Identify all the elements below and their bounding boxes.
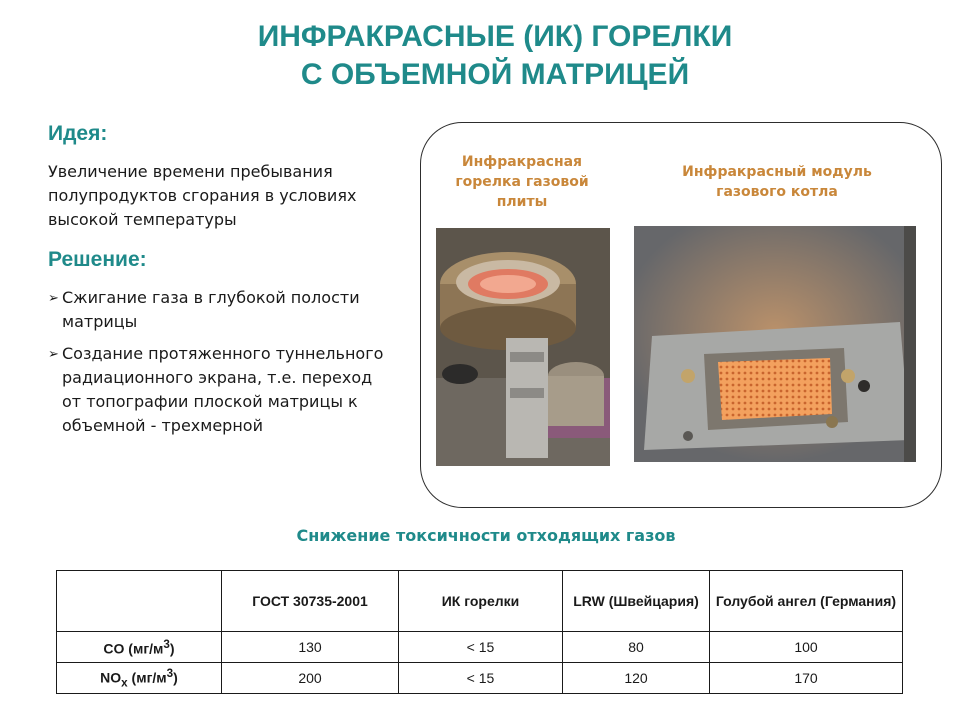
table-row	[57, 663, 903, 694]
header-cell-lrw: LRW (Швейцария)	[563, 571, 710, 632]
title-line-2: С ОБЪЕМНОЙ МАТРИЦЕЙ	[300, 58, 690, 91]
solution-bullet-text: Создание протяженного туннельного радиационного экрана, т.е. переход от топографии плоской матрицы к объемной - трехмерной	[62, 344, 384, 435]
table-cell: < 15	[399, 632, 563, 663]
arrow-bullet-icon: ➢	[48, 290, 59, 305]
stove-burner-photo	[436, 228, 610, 466]
table-title: Снижение токсичности отходящих газов	[296, 526, 676, 545]
stove-burner-image	[436, 228, 610, 466]
table-cell: 120	[563, 663, 710, 694]
table-cell: 170	[710, 663, 903, 694]
table-cell: < 15	[399, 663, 563, 694]
title-line-1: ИНФРАКРАСНЫЕ (ИК) ГОРЕЛКИ	[257, 20, 733, 53]
idea-text: Увеличение времени пребывания полупродуктов сгорания в условиях высокой температуры	[48, 162, 357, 229]
header-cell-empty	[57, 571, 222, 632]
table-cell: 100	[710, 632, 903, 663]
solution-bullet	[48, 286, 393, 334]
table-header-row	[57, 571, 903, 632]
row-label-co: CO $(мг/м^3)$	[57, 632, 222, 663]
solution-heading: Решение:	[48, 248, 147, 271]
solution-bullet	[48, 342, 393, 438]
boiler-module-photo	[634, 226, 916, 462]
header-cell-gost: ГОСТ 30735-2001	[222, 571, 399, 632]
arrow-bullet-icon: ➢	[48, 346, 59, 361]
table-cell: 80	[563, 632, 710, 663]
toxicity-table	[56, 570, 903, 694]
solution-bullet-text: Сжигание газа в глубокой полости матрицы	[62, 288, 360, 331]
header-cell-ir: ИК горелки	[399, 571, 563, 632]
table-cell: 130	[222, 632, 399, 663]
table-row	[57, 632, 903, 663]
table-cell: 200	[222, 663, 399, 694]
row-label-nox: $NO_x$ $(мг/м^3)$	[57, 663, 222, 694]
text-column	[48, 120, 393, 446]
header-cell-blue-angel: Голубой ангел (Германия)	[710, 571, 903, 632]
caption-stove-burner: Инфракрасная горелка газовой плиты	[455, 154, 589, 210]
slide-title	[0, 18, 960, 94]
boiler-module-image	[634, 226, 916, 462]
caption-boiler-module: Инфракрасный модуль газового котла	[682, 164, 872, 200]
idea-heading: Идея:	[48, 122, 108, 145]
